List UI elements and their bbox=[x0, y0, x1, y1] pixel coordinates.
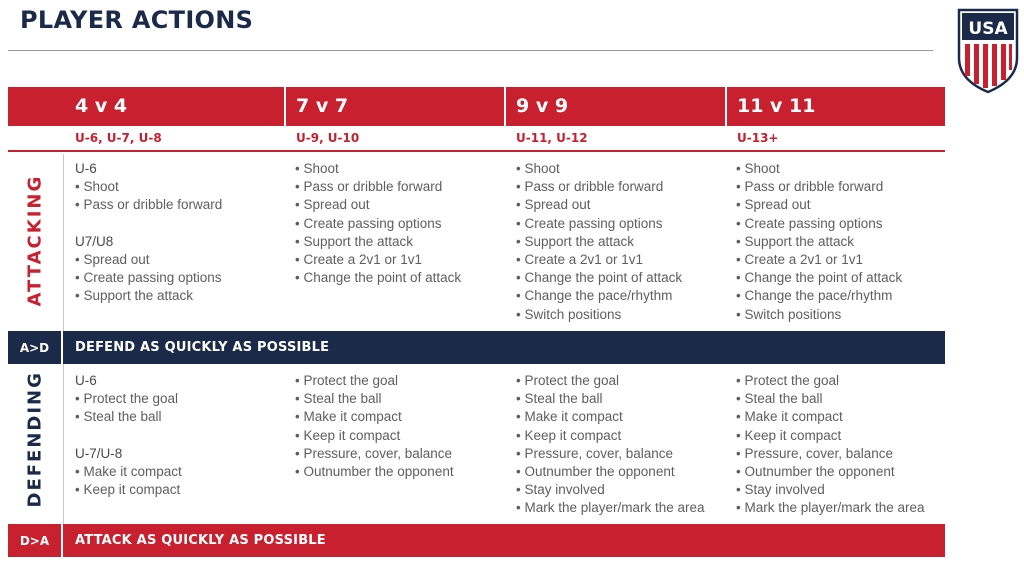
crest-lettering: USA bbox=[968, 19, 1008, 39]
age-heading: U-6 bbox=[75, 161, 97, 176]
defending-7v7-cell bbox=[295, 372, 454, 481]
ages-9v9: U-11, U-12 bbox=[516, 131, 588, 145]
list-item: • Shoot bbox=[516, 161, 560, 176]
list-item: • Steal the ball bbox=[516, 391, 603, 407]
list-item: • Steal the ball bbox=[295, 391, 382, 407]
list-item: • Pressure, cover, balance bbox=[295, 445, 453, 461]
list-item: • Create passing options bbox=[516, 215, 663, 231]
column-divider bbox=[63, 364, 64, 524]
list-item: • Change the point of attack bbox=[516, 270, 683, 286]
list-item: • Protect the goal bbox=[295, 373, 399, 388]
age-heading: U7/U8 bbox=[75, 233, 114, 249]
list-item: • Support the attack bbox=[75, 288, 194, 304]
list-item: • Support the attack bbox=[736, 233, 855, 249]
list-item: • Steal the ball bbox=[736, 391, 823, 407]
list-item: • Mark the player/mark the area bbox=[516, 500, 705, 516]
list-item: • Keep it compact bbox=[736, 427, 842, 443]
format-7v7: 7 v 7 bbox=[284, 87, 504, 126]
list-item: • Create a 2v1 or 1v1 bbox=[736, 251, 864, 267]
defending-11v11-cell bbox=[736, 372, 925, 518]
column-divider bbox=[63, 154, 64, 331]
us-soccer-crest-logo bbox=[957, 8, 1019, 94]
attacking-label: ATTACKING bbox=[24, 174, 46, 307]
list-item: • Make it compact bbox=[736, 409, 843, 425]
list-item: • Protect the goal bbox=[736, 373, 840, 388]
list-item: • Protect the goal bbox=[516, 373, 620, 388]
list-item: • Outnumber the opponent bbox=[516, 463, 675, 479]
defending-9v9-cell bbox=[516, 372, 705, 518]
list-item: • Change the point of attack bbox=[736, 270, 903, 286]
list-item: • Spread out bbox=[736, 197, 811, 213]
list-item: • Spread out bbox=[516, 197, 591, 213]
age-heading: U-6 bbox=[75, 373, 97, 388]
transition-band-attack-to-defend bbox=[8, 331, 945, 364]
attacking-9v9-cell bbox=[516, 160, 682, 324]
list-item: • Change the point of attack bbox=[295, 270, 462, 286]
list-item: • Make it compact bbox=[295, 409, 402, 425]
list-item: • Create passing options bbox=[75, 269, 222, 285]
list-item: • Keep it compact bbox=[75, 481, 181, 497]
page-title: PLAYER ACTIONS bbox=[20, 6, 254, 34]
attacking-11v11-cell bbox=[736, 160, 902, 324]
list-item: • Outnumber the opponent bbox=[295, 463, 454, 479]
list-item: • Keep it compact bbox=[295, 427, 401, 443]
list-item: • Pressure, cover, balance bbox=[516, 445, 674, 461]
list-item: • Make it compact bbox=[516, 409, 623, 425]
list-item: • Create passing options bbox=[736, 215, 883, 231]
transition-tag: A>D bbox=[8, 331, 63, 364]
format-9v9: 9 v 9 bbox=[504, 87, 725, 126]
list-item: • Switch positions bbox=[516, 306, 622, 322]
transition-tag: D>A bbox=[8, 524, 63, 557]
format-4v4: 4 v 4 bbox=[75, 95, 128, 117]
list-item: • Switch positions bbox=[736, 306, 842, 322]
list-item: • Create a 2v1 or 1v1 bbox=[295, 251, 423, 267]
list-item: • Pressure, cover, balance bbox=[736, 445, 894, 461]
list-item: • Pass or dribble forward bbox=[75, 197, 223, 213]
list-item: • Support the attack bbox=[295, 233, 414, 249]
ages-7v7: U-9, U-10 bbox=[296, 131, 360, 145]
header-spacer bbox=[8, 87, 63, 126]
list-item: • Pass or dribble forward bbox=[295, 179, 443, 195]
list-item: • Keep it compact bbox=[516, 427, 622, 443]
list-item: • Make it compact bbox=[75, 463, 182, 479]
format-header-row bbox=[8, 87, 945, 126]
defending-label: DEFENDING bbox=[24, 371, 46, 508]
attacking-4v4-cell bbox=[75, 160, 222, 305]
list-item: • Protect the goal bbox=[75, 391, 179, 407]
list-item: • Spread out bbox=[295, 197, 370, 213]
list-item: • Steal the ball bbox=[75, 409, 162, 425]
title-divider bbox=[8, 50, 933, 51]
list-item: • Stay involved bbox=[516, 482, 605, 498]
list-item: • Create a 2v1 or 1v1 bbox=[516, 251, 644, 267]
spacer bbox=[75, 427, 182, 445]
list-item: • Support the attack bbox=[516, 233, 635, 249]
list-item: • Mark the player/mark the area bbox=[736, 500, 925, 516]
spacer bbox=[75, 215, 222, 233]
list-item: • Shoot bbox=[295, 161, 339, 176]
age-spacer bbox=[8, 126, 63, 150]
list-item: • Spread out bbox=[75, 251, 150, 267]
age-heading: U-7/U-8 bbox=[75, 445, 123, 461]
transition-text: DEFEND AS QUICKLY AS POSSIBLE bbox=[75, 340, 330, 355]
list-item: • Create passing options bbox=[295, 215, 442, 231]
list-item: • Change the pace/rhythm bbox=[736, 288, 893, 304]
format-11v11: 11 v 11 bbox=[725, 87, 945, 126]
list-item: • Pass or dribble forward bbox=[516, 179, 664, 195]
list-item: • Shoot bbox=[75, 179, 119, 195]
ages-11v11: U-13+ bbox=[737, 131, 779, 145]
age-group-row bbox=[8, 126, 945, 152]
defending-4v4-cell bbox=[75, 372, 182, 499]
transition-text: ATTACK AS QUICKLY AS POSSIBLE bbox=[75, 533, 326, 548]
list-item: • Shoot bbox=[736, 161, 780, 176]
list-item: • Change the pace/rhythm bbox=[516, 288, 673, 304]
list-item: • Outnumber the opponent bbox=[736, 463, 895, 479]
attacking-7v7-cell bbox=[295, 160, 461, 287]
list-item: • Pass or dribble forward bbox=[736, 179, 884, 195]
list-item: • Stay involved bbox=[736, 482, 825, 498]
transition-band-defend-to-attack bbox=[8, 524, 945, 557]
ages-4v4: U-6, U-7, U-8 bbox=[75, 131, 162, 145]
